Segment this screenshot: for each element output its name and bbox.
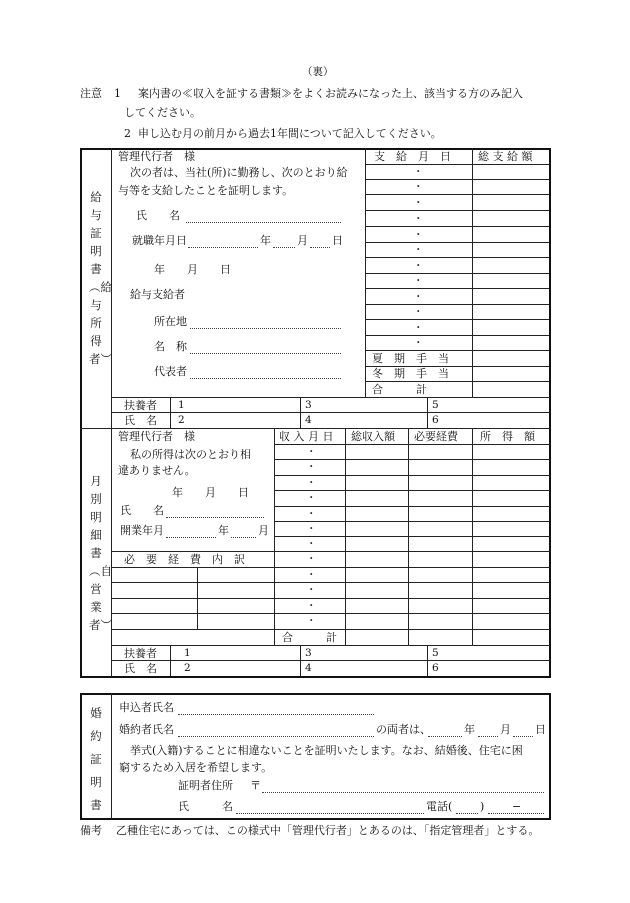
pay-row-dot[interactable]: ・: [413, 229, 424, 241]
remarks-text: 乙種住宅にあっては、この様式中「管理代行者」とあるのは、「指定管理者」とする。: [116, 824, 540, 837]
monthly-sum-label: 合 計: [282, 631, 337, 644]
salary-hired-month: 月: [297, 234, 308, 247]
pay-row-dot[interactable]: ・: [413, 181, 424, 193]
certifier-address-label: 証明者住所: [178, 779, 233, 792]
page-header: （裏）: [302, 66, 334, 78]
income-row-dot[interactable]: ・: [306, 615, 317, 627]
col-expenses: 必要経費: [414, 430, 458, 443]
salary-dependent-5[interactable]: 5: [432, 399, 439, 411]
marriage-section-title: 婚約証明書: [90, 706, 102, 812]
note1-number: 1: [114, 87, 121, 100]
col-pay-date: 支 給 月 日: [374, 150, 451, 163]
salary-hired-year-field[interactable]: [188, 247, 258, 248]
note1-line1: 案内書の≪収入を証する書類≫をよくお読みになった上、該当する方のみ記入: [138, 87, 523, 100]
certifier-address-field[interactable]: [262, 792, 544, 793]
salary-section-title: 給与証明書︵給与所得者︶: [89, 190, 112, 366]
pay-row-dot[interactable]: ・: [413, 275, 424, 287]
pay-row-dot[interactable]: ・: [413, 244, 424, 256]
monthly-dependent-3[interactable]: 3: [305, 647, 312, 659]
monthly-dependent-5[interactable]: 5: [432, 647, 439, 659]
pay-row-dot[interactable]: ・: [413, 306, 424, 318]
salary-dependent-3[interactable]: 3: [305, 399, 312, 411]
salary-representative-field[interactable]: [190, 378, 341, 379]
pay-row-dot[interactable]: ・: [413, 166, 424, 178]
salary-hired-year: 年: [260, 234, 271, 247]
salary-name-field[interactable]: [186, 222, 341, 223]
monthly-section-title: 月別明細書︵自営業者︶: [89, 474, 112, 632]
fiance-name-label: 婚約者氏名: [119, 723, 174, 736]
applicant-name-label: 申込者氏名: [119, 701, 174, 714]
col-income-date: 収 入 月 日: [279, 430, 334, 443]
salary-agent: 管理代行者 様: [118, 150, 195, 163]
certifier-name-field[interactable]: [236, 813, 424, 814]
phone-dash: −: [512, 800, 522, 813]
monthly-statement-line2: 違ありません。: [118, 464, 196, 477]
pay-row-dot[interactable]: ・: [413, 213, 424, 225]
salary-address-label: 所在地: [154, 315, 187, 328]
note1-line2: してください。: [124, 106, 201, 119]
marriage-year: 年: [464, 723, 475, 736]
marriage-statement-line2: 窮するため入居を希望します。: [119, 761, 273, 774]
applicant-name-field[interactable]: [178, 714, 374, 715]
monthly-name-label: 氏 名: [120, 504, 164, 517]
monthly-date-line: 年 月 日: [172, 486, 249, 499]
salary-company-field[interactable]: [190, 353, 341, 354]
salary-address-field[interactable]: [190, 328, 341, 329]
postal-mark: 〒: [250, 779, 261, 792]
salary-dependent-4[interactable]: 4: [305, 414, 312, 426]
monthly-dependents-name-label: 氏 名: [124, 662, 157, 675]
monthly-agent: 管理代行者 様: [118, 430, 195, 443]
phone-area-field[interactable]: [456, 813, 478, 814]
certifier-name-label: 氏 名: [178, 800, 233, 813]
salary-company-label: 名 称: [154, 340, 187, 353]
monthly-business-month-field[interactable]: [231, 537, 256, 538]
salary-date-line: 年 月 日: [154, 263, 231, 276]
marriage-month: 月: [500, 723, 511, 736]
both-parties-text: の両者は、: [376, 723, 431, 736]
marriage-day-field[interactable]: [513, 736, 533, 737]
salary-hired-label: 就職年月日: [132, 234, 187, 247]
income-row-dot[interactable]: ・: [306, 461, 317, 473]
phone-number-field[interactable]: [488, 813, 544, 814]
income-row-dot[interactable]: ・: [306, 538, 317, 550]
summer-bonus-label: 夏 期 手 当: [372, 352, 449, 365]
monthly-business-start-label: 開業年月: [120, 524, 164, 537]
monthly-name-field[interactable]: [166, 517, 264, 518]
income-row-dot[interactable]: ・: [306, 446, 317, 458]
salary-hired-day: 日: [332, 234, 343, 247]
income-row-dot[interactable]: ・: [306, 569, 317, 581]
marriage-day: 日: [535, 723, 546, 736]
salary-statement-line2: 与等を支給したことを証明します。: [118, 184, 294, 197]
col-gross-income: 総収入額: [351, 430, 395, 443]
monthly-business-month: 月: [258, 524, 269, 537]
winter-bonus-label: 冬 期 手 当: [372, 367, 449, 380]
monthly-business-year-field[interactable]: [166, 537, 216, 538]
pay-row-dot[interactable]: ・: [413, 337, 424, 349]
phone-close: ): [480, 800, 485, 813]
pay-row-dot[interactable]: ・: [413, 260, 424, 272]
monthly-dependent-6[interactable]: 6: [432, 662, 439, 674]
income-row-dot[interactable]: ・: [306, 477, 317, 489]
monthly-dependents-label: 扶養者: [124, 647, 157, 660]
marriage-year-field[interactable]: [428, 736, 462, 737]
salary-dependent-6[interactable]: 6: [432, 414, 439, 426]
income-row-dot[interactable]: ・: [306, 584, 317, 596]
remarks-label: 備考: [80, 824, 102, 837]
income-row-dot[interactable]: ・: [306, 553, 317, 565]
note2-text: 申し込む月の前月から過去1年間について記入してください。: [138, 127, 442, 140]
salary-hired-month-field[interactable]: [273, 247, 295, 248]
income-row-dot[interactable]: ・: [306, 523, 317, 535]
marriage-statement-line1: 挙式(入籍)することに相違ないことを証明いたします。なお、結婚後、住宅に困: [130, 744, 523, 757]
pay-row-dot[interactable]: ・: [413, 322, 424, 334]
monthly-statement-line1: 私の所得は次のとおり相: [130, 448, 251, 461]
expense-breakdown-header: 必 要 経 費 内 訳: [124, 553, 245, 566]
salary-statement-line1: 次の者は、当社(所)に勤務し、次のとおり給: [130, 166, 348, 179]
phone-label: 電話(: [426, 800, 453, 813]
monthly-dependent-2[interactable]: 2: [184, 662, 191, 674]
salary-dependents-label: 扶養者: [124, 399, 157, 412]
income-row-dot[interactable]: ・: [306, 600, 317, 612]
salary-representative-label: 代表者: [154, 365, 187, 378]
pay-row-dot[interactable]: ・: [413, 291, 424, 303]
pay-row-dot[interactable]: ・: [413, 197, 424, 209]
notes-label: 注意: [80, 87, 102, 100]
salary-sum-label: 合 計: [372, 383, 427, 396]
salary-dependent-2[interactable]: 2: [178, 414, 185, 426]
income-row-dot[interactable]: ・: [306, 492, 317, 504]
salary-dependents-name-label: 氏 名: [124, 414, 157, 427]
col-net-income: 所 得 額: [480, 430, 535, 443]
monthly-dependent-4[interactable]: 4: [305, 662, 312, 674]
salary-hired-day-field[interactable]: [310, 247, 330, 248]
col-total-pay: 総 支 給 額: [478, 150, 533, 163]
income-row-dot[interactable]: ・: [306, 508, 317, 520]
marriage-month-field[interactable]: [478, 736, 498, 737]
salary-payer-label: 給与支給者: [130, 288, 185, 301]
monthly-business-year: 年: [218, 524, 229, 537]
salary-name-label: 氏 名: [136, 209, 180, 222]
salary-dependent-1[interactable]: 1: [178, 399, 185, 411]
note2-number: 2: [124, 127, 131, 140]
monthly-dependent-1[interactable]: 1: [184, 647, 191, 659]
fiance-name-field[interactable]: [178, 736, 374, 737]
